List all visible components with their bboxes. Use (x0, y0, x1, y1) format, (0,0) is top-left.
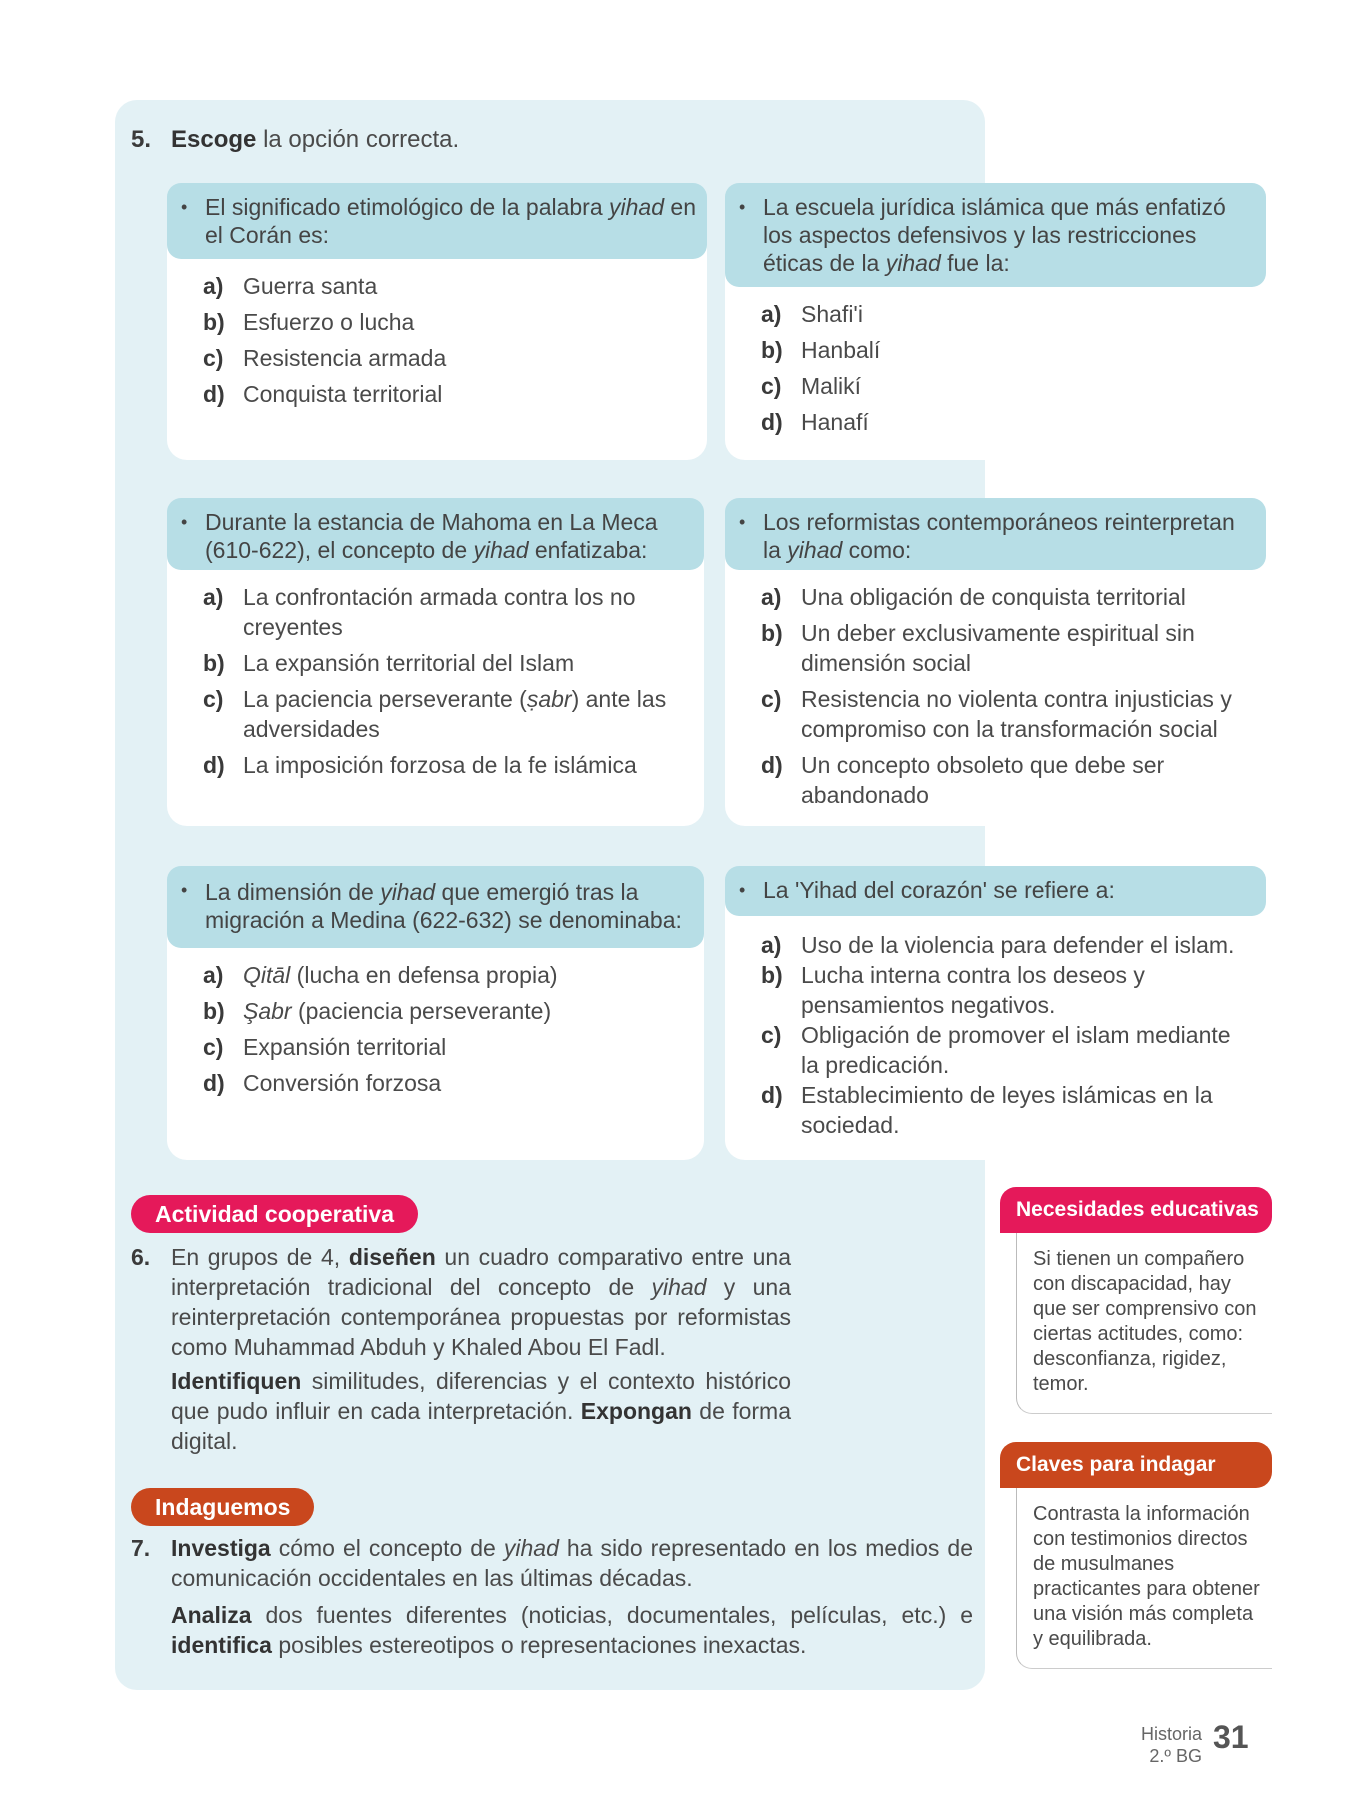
option-d[interactable]: d) La imposición forzosa de la fe islámica (203, 752, 637, 778)
option-b[interactable]: b) Hanbalí (761, 337, 881, 363)
question-6-paragraph-2: Identifiquen similitudes, diferencias y el contexto histórico que pudo influir en cada interpretación. Expongan de forma digital. (171, 1368, 791, 1454)
question-stem: • La dimensión de yihad que emergió tras la migración a Medina (622-632) se denominaba: (167, 866, 704, 948)
question-number: 5. (131, 126, 152, 153)
option-b[interactable]: b) Lucha interna contra los deseos y pensamientos negativos. (761, 962, 1145, 1018)
option-a[interactable]: a) Shafi'i (761, 301, 863, 327)
question-7-paragraph-2: Analiza dos fuentes diferentes (noticias, documentales, películas, etc.) e identifica posibles estereotipos o representaciones inexactas. (171, 1602, 973, 1658)
option-d[interactable]: d) Conquista territorial (203, 381, 443, 407)
options-list (761, 930, 1252, 1140)
question-number: 7. (131, 1535, 151, 1561)
question-5-heading (131, 126, 459, 154)
options-list (203, 271, 693, 415)
option-c[interactable]: c) Obligación de promover el islam mediante la predicación. (761, 1022, 1231, 1078)
option-b[interactable]: b) La expansión territorial del Islam (203, 650, 575, 676)
side-box-title: Claves para indagar (1000, 1442, 1272, 1488)
question-verb: Escoge (171, 126, 257, 153)
question-number: 6. (131, 1244, 151, 1270)
indaguemos-label: Indaguemos (131, 1488, 314, 1526)
question-stem: • El significado etimológico de la palabra yihad en el Corán es: (167, 183, 707, 259)
option-c[interactable]: c) Expansión territorial (203, 1034, 447, 1060)
option-c[interactable]: c) Resistencia no violenta contra injusticias y compromiso con la transformación social (761, 686, 1232, 742)
question-6-paragraph-1: En grupos de 4, diseñen un cuadro comparativo entre una interpretación tradicional del concepto de yihad y una reinterpretación contemporánea propuestas por reformistas como Muhammad Abduh y Khaled Abou El Fadl. (171, 1244, 791, 1360)
research-tips-box (1000, 1442, 1272, 1669)
question-card-3 (167, 498, 704, 826)
option-c[interactable]: c) La paciencia perseverante (ṣabr) ante las adversidades (203, 686, 667, 742)
option-d[interactable]: d) Hanafí (761, 409, 869, 435)
question-7-paragraph-1: Investiga cómo el concepto de yihad ha sido representado en los medios de comunicación occidentales en las últimas décadas. (171, 1535, 973, 1591)
option-d[interactable]: d) Conversión forzosa (203, 1070, 442, 1096)
question-card-4 (725, 498, 1266, 826)
footer-subject: Historia 2.º BG (1140, 1724, 1202, 1766)
side-box-text: Si tienen un compañero con discapacidad, hay que ser comprensivo con ciertas actitudes, como: desconfianza, rigidez, temor. (1016, 1233, 1272, 1414)
option-a[interactable]: a) Guerra santa (203, 273, 378, 299)
options-list (761, 582, 1252, 816)
option-c[interactable]: c) Resistencia armada (203, 345, 447, 371)
question-card-1 (167, 183, 707, 460)
option-a[interactable]: a) La confrontación armada contra los no creyentes (203, 584, 636, 640)
page-number: 31 (1213, 1719, 1249, 1755)
question-card-6 (725, 866, 1266, 1160)
option-b[interactable]: b) Un deber exclusivamente espiritual sin dimensión social (761, 620, 1195, 676)
option-d[interactable]: d) Un concepto obsoleto que debe ser abandonado (761, 752, 1165, 808)
options-list (761, 299, 1252, 443)
side-box-title: Necesidades educativas (1000, 1187, 1272, 1233)
question-stem: • Durante la estancia de Mahoma en La Meca (610-622), el concepto de yihad enfatizaba: (167, 498, 704, 570)
question-card-2 (725, 183, 1266, 460)
question-instruction: la opción correcta. (263, 126, 460, 153)
option-a[interactable]: a) Uso de la violencia para defender el islam. (761, 932, 1235, 958)
side-box-text: Contrasta la información con testimonios directos de musulmanes practicantes para obtener una visión más completa y equilibrada. (1016, 1488, 1272, 1669)
question-stem: • Los reformistas contemporáneos reinterpretan la yihad como: (725, 498, 1266, 570)
cooperative-activity-label: Actividad cooperativa (131, 1195, 418, 1233)
option-a[interactable]: a) Qitāl (lucha en defensa propia) (203, 962, 558, 988)
question-card-5 (167, 866, 704, 1160)
question-stem: • La escuela jurídica islámica que más enfatizó los aspectos defensivos y las restricciones éticas de la yihad fue la: (725, 183, 1266, 287)
options-list (203, 960, 690, 1104)
option-c[interactable]: c) Malikí (761, 373, 862, 399)
question-stem: • La 'Yihad del corazón' se refiere a: (725, 866, 1266, 916)
option-b[interactable]: b) Esfuerzo o lucha (203, 309, 415, 335)
option-d[interactable]: d) Establecimiento de leyes islámicas en la sociedad. (761, 1082, 1213, 1138)
option-b[interactable]: b) Şabr (paciencia perseverante) (203, 998, 552, 1024)
options-list (203, 582, 690, 786)
special-needs-box (1000, 1187, 1272, 1414)
option-a[interactable]: a) Una obligación de conquista territorial (761, 584, 1186, 610)
